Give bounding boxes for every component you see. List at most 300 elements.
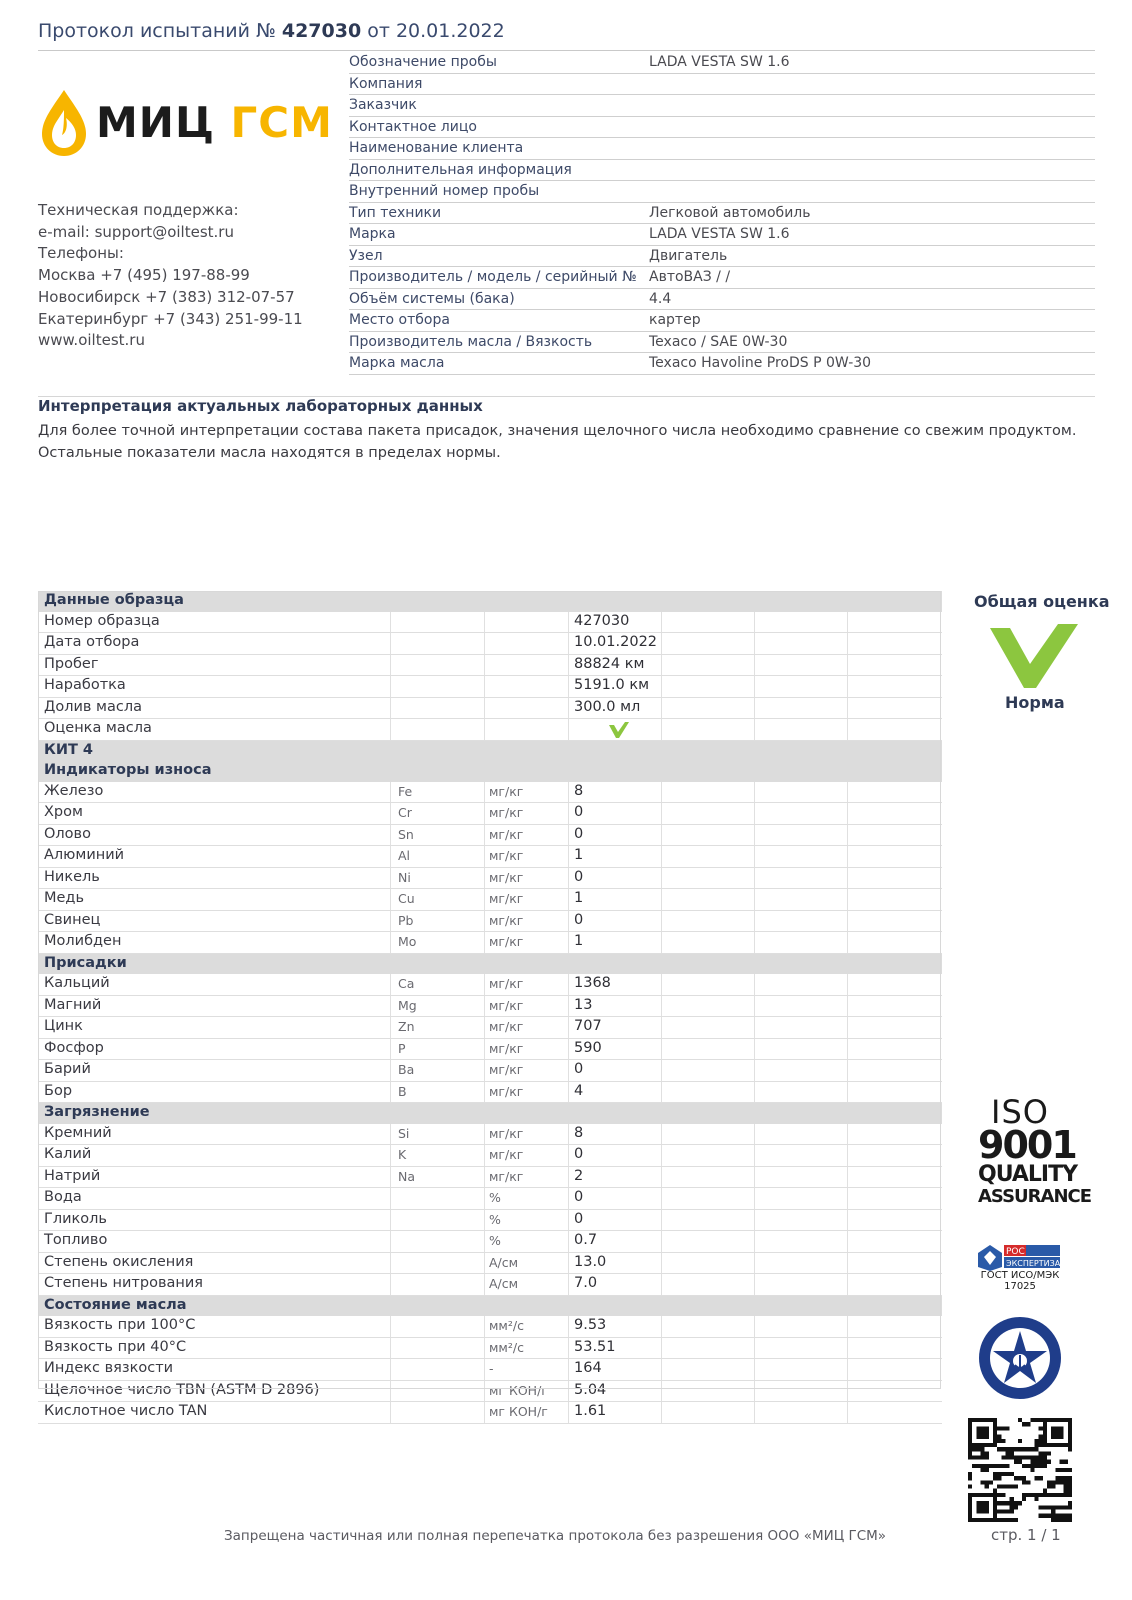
info-row [349,332,1095,354]
section-header-row [38,954,942,975]
column-divider [847,1188,848,1209]
green-check-icon [990,622,1078,688]
parameter-name: Степень нитрования [44,1275,204,1291]
result-value: 0 [574,1146,584,1162]
column-divider [661,1145,662,1166]
info-row [349,246,1095,268]
column-divider [484,1145,485,1166]
column-divider [847,782,848,803]
info-value: LADA VESTA SW 1.6 [649,54,790,70]
column-divider [484,1060,485,1081]
info-value: Легковой автомобиль [649,204,811,221]
info-row [349,353,1095,375]
column-divider [568,719,569,740]
column-divider [390,1167,391,1188]
column-divider [390,676,391,697]
column-divider [390,782,391,803]
section-title: Присадки [44,954,127,971]
table-row [38,719,942,741]
column-divider [754,996,755,1017]
info-value: картер [649,312,701,328]
table-row [38,1124,942,1146]
result-value: 5.04 [574,1381,607,1398]
unit: мг/кг [489,783,524,799]
column-divider [661,1188,662,1209]
title-divider [38,50,1095,51]
column-divider [484,782,485,803]
column-divider [484,1402,485,1423]
unit: мг/кг [489,1125,524,1141]
column-divider [484,932,485,953]
column-divider [754,846,755,867]
column-divider [484,1381,485,1402]
result-value: 1368 [574,975,611,991]
iso-line-3: QUALITY [978,1162,1078,1187]
column-divider [568,1381,569,1402]
result-value: 707 [574,1018,602,1034]
result-value: 0 [574,1189,584,1205]
green-check-icon [609,722,629,738]
table-row [38,1145,942,1167]
logo-wordmark [96,98,333,147]
column-divider [568,1060,569,1081]
iso-line-4: ASSURANCE [978,1186,1092,1207]
parameter-name: Кислотное число TAN [44,1403,208,1419]
result-value: 0 [574,911,584,928]
protocol-title [38,20,505,42]
column-divider [847,1017,848,1038]
column-divider [484,1039,485,1060]
column-divider [661,676,662,697]
phone-ekaterinburg: Екатеринбург +7 (343) 251-99-11 [38,309,303,328]
parameter-name: Вода [44,1189,82,1205]
column-divider [847,1145,848,1166]
column-divider [661,782,662,803]
column-divider [754,868,755,889]
column-divider [390,698,391,719]
interpretation-title: Интерпретация актуальных лабораторных данных [38,397,483,415]
column-divider [661,974,662,995]
column-divider [568,1017,569,1038]
parameter-name: Кальций [44,975,110,991]
column-divider [484,1316,485,1337]
parameter-name: Медь [44,890,85,906]
result-value: 0.7 [574,1232,598,1248]
column-divider [754,612,755,633]
element-symbol: Pb [398,912,414,928]
unit: А/см [489,1276,519,1291]
column-divider [390,803,391,824]
table-row [38,1167,942,1189]
column-divider [661,889,662,910]
section-title: КИТ 4 [44,741,94,758]
column-divider [390,1188,391,1209]
column-divider [568,1145,569,1166]
element-symbol: Sn [398,826,414,842]
info-key: Тип техники [349,204,442,221]
column-divider [568,974,569,995]
info-key: Компания [349,75,423,92]
info-key: Узел [349,247,383,264]
parameter-name: Хром [44,804,83,820]
parameter-name: Дата отбора [44,634,140,650]
column-divider [847,889,848,910]
unit: мг/кг [489,1040,524,1056]
column-divider [390,1145,391,1166]
element-symbol: Cr [398,805,412,820]
column-divider [390,633,391,654]
column-divider [568,1167,569,1188]
copyright-footer: Запрещена частичная или полная перепечатка протокола без разрешения ООО «МИЦ ГСМ» [224,1528,887,1544]
column-divider [754,911,755,932]
column-divider [390,1060,391,1081]
column-divider [390,655,391,676]
unit: мм²/с [489,1318,524,1333]
column-divider [568,846,569,867]
unit: мг/кг [489,891,524,906]
phones-heading: Телефоны: [38,244,124,263]
interpretation-text: Для более точной интерпретации состава пакета присадок, значения щелочного числа необходимо сравнение со свежим продуктом. Остальные показатели масла находятся в пределах нормы. [38,423,1077,461]
section-header-row [38,591,942,612]
column-divider [568,868,569,889]
column-divider [484,719,485,740]
result-value: 2 [574,1167,584,1184]
column-divider [568,889,569,910]
column-divider [484,1274,485,1295]
table-row [38,1402,942,1424]
column-divider [847,932,848,953]
column-divider [390,911,391,932]
column-divider [568,633,569,654]
column-divider [661,1402,662,1423]
table-row [38,803,942,825]
column-divider [847,1124,848,1145]
company-logo [38,88,333,168]
unit: мг/кг [489,934,524,949]
column-divider [754,932,755,953]
column-divider [847,655,848,676]
column-divider [390,932,391,953]
info-value: Двигатель [649,247,728,264]
result-value: 5191.0 км [574,677,650,693]
unit: % [489,1211,501,1227]
column-divider [568,1188,569,1209]
ros-label-b: ЭКСПЕРТИЗА [1006,1259,1061,1268]
column-divider [568,996,569,1017]
column-divider [390,1253,391,1274]
column-divider [484,633,485,654]
parameter-name: Фосфор [44,1039,104,1056]
column-divider [847,1060,848,1081]
column-divider [568,932,569,953]
column-divider [661,655,662,676]
info-key: Производитель масла / Вязкость [349,333,593,350]
column-divider [847,1082,848,1103]
info-value: 4.4 [649,290,672,307]
element-symbol: Na [398,1168,416,1184]
column-divider [661,911,662,932]
column-divider [568,1316,569,1337]
unit: мг/кг [489,1019,524,1034]
website-link[interactable]: www.oiltest.ru [38,331,145,350]
column-divider [661,932,662,953]
parameter-name: Щелочное число TBN (ASTM D 2896) [44,1381,320,1398]
column-divider [568,1082,569,1103]
info-value: АвтоВАЗ / / [649,269,731,285]
result-value: 1 [574,933,584,949]
column-divider [484,911,485,932]
column-divider [568,782,569,803]
table-row [38,1253,942,1275]
column-divider [661,803,662,824]
result-value: 13.0 [574,1253,607,1270]
section-title: Загрязнение [44,1104,150,1120]
column-divider [847,846,848,867]
result-value: 0 [574,868,584,885]
table-row [38,825,942,847]
table-row [38,1188,942,1210]
column-divider [390,1210,391,1231]
result-value: 1.61 [574,1403,607,1419]
iso-9001-badge [978,1093,1092,1207]
element-symbol: K [398,1147,407,1162]
column-divider [661,1124,662,1145]
result-value: 1 [574,890,584,906]
element-symbol: Ba [398,1062,415,1077]
column-divider [754,974,755,995]
column-divider [847,803,848,824]
info-key: Наименование клиента [349,140,524,156]
unit: мг КОН/г [489,1382,548,1398]
column-divider [754,1274,755,1295]
result-value: 0 [574,1061,584,1077]
column-divider [568,1210,569,1231]
column-divider [754,1402,755,1423]
info-row [349,224,1095,246]
column-divider [847,911,848,932]
column-divider [484,1338,485,1359]
column-divider [484,868,485,889]
result-value: 590 [574,1039,602,1056]
unit: мг/кг [489,1062,524,1077]
column-divider [754,1039,755,1060]
column-divider [754,1359,755,1380]
column-divider [568,1124,569,1145]
column-divider [390,1338,391,1359]
element-symbol: Fe [398,783,413,799]
table-row [38,1381,942,1403]
column-divider [390,1402,391,1423]
unit: мг/кг [489,848,524,863]
info-row [349,289,1095,311]
column-divider [847,1253,848,1274]
column-divider [390,846,391,867]
section-header-row [38,1296,942,1317]
info-key: Заказчик [349,97,417,113]
phone-novosibirsk: Новосибирск +7 (383) 312-07-57 [38,287,295,306]
column-divider [847,676,848,697]
result-value: 1 [574,847,584,863]
column-divider [754,1017,755,1038]
column-divider [484,1231,485,1252]
column-divider [390,889,391,910]
info-key: Внутренний номер пробы [349,183,540,199]
result-value: 53.51 [574,1338,616,1355]
parameter-name: Бор [44,1082,73,1099]
column-divider [661,1060,662,1081]
column-divider [847,1274,848,1295]
info-key: Объём системы (бака) [349,290,515,307]
column-divider [484,846,485,867]
qr-code-icon[interactable] [968,1418,1072,1522]
column-divider [661,825,662,846]
unit: мг/кг [489,1168,524,1184]
column-divider [754,889,755,910]
grade-label: Норма [1005,693,1065,712]
column-divider [568,1274,569,1295]
column-divider [754,782,755,803]
result-value: 8 [574,782,584,799]
info-row [349,267,1095,289]
column-divider [847,868,848,889]
column-divider [661,868,662,889]
parameter-name: Барий [44,1061,91,1077]
table-row [38,1039,942,1061]
column-divider [484,803,485,824]
element-symbol: B [398,1083,407,1099]
parameter-name: Цинк [44,1018,83,1034]
column-divider [754,825,755,846]
parameter-name: Молибден [44,933,122,949]
table-row [38,676,942,698]
info-row [349,117,1095,139]
column-divider [754,1060,755,1081]
column-divider [484,655,485,676]
column-divider [568,825,569,846]
column-divider [568,1039,569,1060]
column-divider [568,1402,569,1423]
support-email[interactable]: e-mail: support@oiltest.ru [38,222,234,241]
result-value: 88824 км [574,655,645,672]
protocol-date: от 20.01.2022 [367,20,505,42]
column-divider [484,974,485,995]
element-symbol: Mg [398,997,417,1013]
table-row [38,974,942,996]
column-divider [847,1210,848,1231]
parameter-name: Кремний [44,1124,112,1141]
column-divider [754,719,755,740]
element-symbol: Mo [398,934,417,949]
parameter-name: Оценка масла [44,720,152,736]
column-divider [847,1338,848,1359]
iso-line-2: 9001 [978,1123,1076,1167]
column-divider [847,974,848,995]
column-divider [754,1188,755,1209]
ros-label-a: РОС [1006,1247,1025,1257]
info-row [349,52,1095,74]
column-divider [661,996,662,1017]
parameter-name: Степень окисления [44,1253,194,1270]
info-key: Контактное лицо [349,118,477,135]
column-divider [661,1039,662,1060]
column-divider [390,612,391,633]
column-divider [661,1017,662,1038]
parameter-name: Гликоль [44,1210,107,1227]
info-key: Марка масла [349,355,445,371]
column-divider [754,1210,755,1231]
column-divider [661,1082,662,1103]
result-value: 427030 [574,612,630,629]
table-row [38,612,942,634]
column-divider [568,655,569,676]
contacts-block [38,200,303,352]
info-row [349,310,1095,332]
column-divider [568,1253,569,1274]
column-divider [568,1231,569,1252]
parameter-name: Железо [44,782,104,799]
result-value: 10.01.2022 [574,634,658,650]
info-value: Texaco / SAE 0W-30 [649,333,788,350]
column-divider [661,1253,662,1274]
column-divider [847,1381,848,1402]
column-divider [484,889,485,910]
column-divider [568,803,569,824]
sample-info-table [349,52,1095,375]
element-symbol: Ca [398,976,415,991]
unit: мг/кг [489,912,524,928]
column-divider [661,1359,662,1380]
column-divider [484,1167,485,1188]
parameter-name: Олово [44,825,91,842]
column-divider [754,1381,755,1402]
column-divider [484,1188,485,1209]
grade-title: Общая оценка [974,592,1110,611]
column-divider [568,698,569,719]
title-prefix: Протокол испытаний № [38,20,276,42]
table-row [38,1316,942,1338]
table-row [38,1231,942,1253]
column-divider [847,1231,848,1252]
parameter-name: Никель [44,868,100,885]
column-divider [661,1167,662,1188]
column-divider [390,1359,391,1380]
column-divider [390,825,391,846]
column-divider [390,974,391,995]
column-divider [847,719,848,740]
table-row [38,1338,942,1360]
column-divider [568,612,569,633]
phone-moscow: Москва +7 (495) 197-88-99 [38,266,250,285]
table-row [38,996,942,1018]
column-divider [484,1124,485,1145]
column-divider [661,1231,662,1252]
column-divider [847,633,848,654]
unit: мг/кг [489,826,524,842]
column-divider [661,1338,662,1359]
column-divider [754,1167,755,1188]
column-divider [568,911,569,932]
column-divider [754,803,755,824]
unit: мг КОН/г [489,1404,548,1419]
column-divider [661,1210,662,1231]
result-value: 9.53 [574,1317,607,1333]
table-row [38,1210,942,1232]
column-divider [661,633,662,654]
result-value: 164 [574,1360,602,1376]
element-symbol: P [398,1040,406,1056]
info-value: Texaco Havoline ProDS P 0W-30 [649,355,872,371]
maritime-register-seal-icon [977,1315,1063,1401]
